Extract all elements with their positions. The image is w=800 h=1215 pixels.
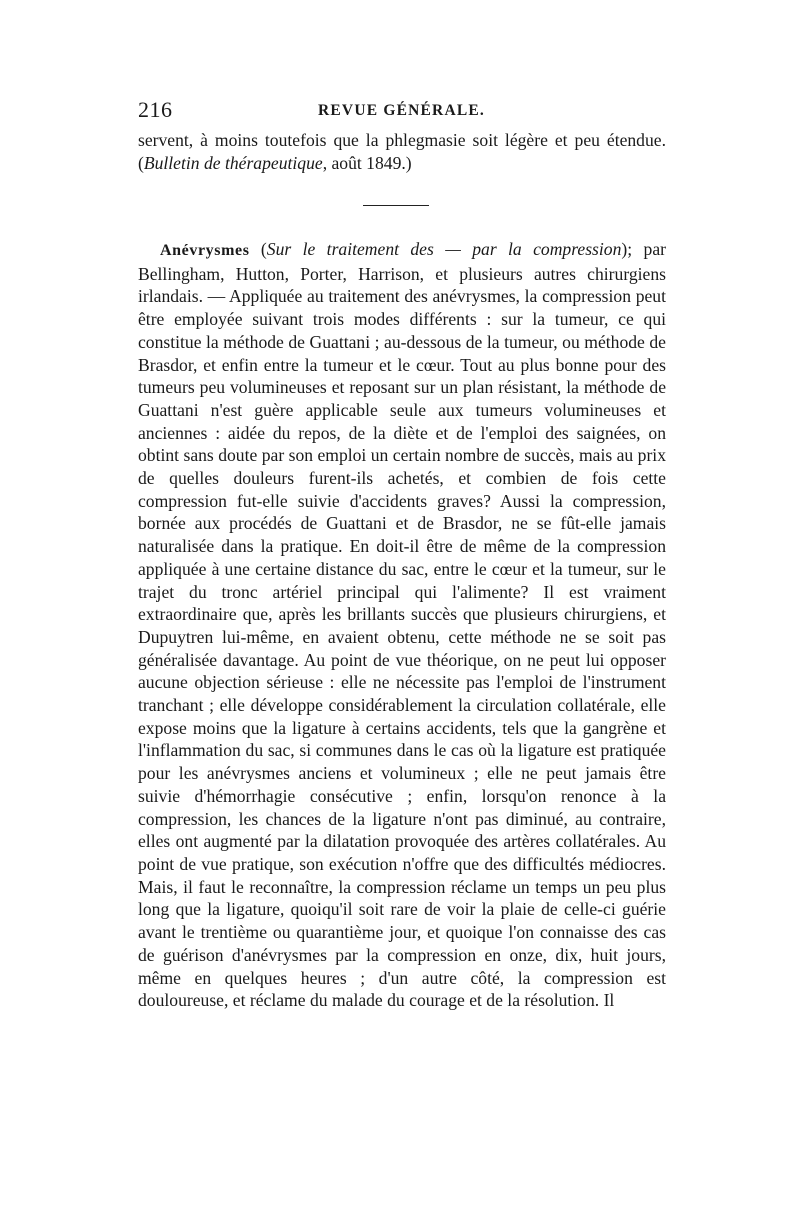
article-heading: Anévrysmes xyxy=(160,242,250,259)
previous-article-text: servent, à moins toutefois que la phlegmasie soit légère et peu étendue. ( xyxy=(138,130,666,173)
previous-article-date: , août 1849.) xyxy=(322,152,412,173)
subtitle-open: ( xyxy=(249,239,267,259)
article-aneurysm xyxy=(138,238,666,1012)
page-number: 216 xyxy=(138,97,173,122)
running-head xyxy=(138,96,666,124)
previous-article-paragraph xyxy=(138,129,666,174)
section-divider xyxy=(363,205,429,206)
article-paragraph xyxy=(138,238,666,1012)
subtitle-close: ); xyxy=(621,239,633,259)
journal-citation: Bulletin de thérapeutique xyxy=(143,152,323,173)
article-subtitle: Sur le traitement des — par la compression xyxy=(266,239,622,259)
running-title: REVUE GÉNÉRALE. xyxy=(318,102,485,119)
article-body: par Bellingham, Hutton, Porter, Harrison, et plusieurs autres chirurgiens irlandais. — Appliquée au traitement des anévrysmes, la compression peut être employée suivant trois modes différents : sur la tumeur, ce qui constitue la méthode de Guattani ; au-dessous de la tumeur, ou méthode de Brasdor, et enfin entre la tumeur et le cœur. Tout au plus bonne pour des tumeurs peu volumineuses et reposant sur un plan résistant, la méthode de Guattani n'est guère applicable seule aux tumeurs volumineuses et anciennes : aidée du repos, de la diète et de l'emploi des saignées, on obtint sans doute par son emploi un certain nombre de succès, mais au prix de quelles douleurs furent-ils achetés, et combien de fois cette compression fut-elle suivie d'accidents graves? Aussi la compression, bornée aux procédés de Guattani et de Brasdor, ne se fût-elle jamais naturalisée dans la pratique. En doit-il être de même de la compression appliquée à une certaine distance du sac, entre le cœur et la tumeur, sur le trajet du tronc artériel principal qui l'alimente? Il est vraiment extraordinaire que, après les brillants succès que plusieurs chirurgiens, et Dupuytren lui-même, en avaient obtenu, cette méthode ne se soit pas généralisée davantage. Au point de vue théorique, on ne peut lui opposer aucune objection sérieuse : elle ne nécessite pas l'emploi de l'instrument tranchant ; elle développe considérablement la circulation collatérale, elle expose moins que la ligature à certains accidents, tels que la gangrène et l'inflammation du sac, si communes dans le cas où la ligature est pratiquée pour les anévrysmes anciens et volumineux ; elle ne peut jamais être suivie d'hémorrhagie consécutive ; enfin, lorsqu'on renonce à la compression, les chances de la ligature n'ont pas diminué, au contraire, elles ont augmenté par la dilatation provoquée des artères collatérales. Au point de vue pratique, son exécution n'offre que des difficultés médiocres. Mais, il faut le reconnaître, la compression réclame un temps un peu plus long que la ligature, quoiqu'il soit rare de voir la plaie de celle-ci guérie avant le trentième ou quarantième jour, et quoique l'on connaisse des cas de guérison d'anévrysmes par la compression en onze, dix, huit jours, même en quelques heures ; d'un autre côté, la compression est douloureuse, et réclame du malade du courage et de la résolution. Il xyxy=(138,239,666,1011)
previous-article-ending xyxy=(138,129,666,174)
